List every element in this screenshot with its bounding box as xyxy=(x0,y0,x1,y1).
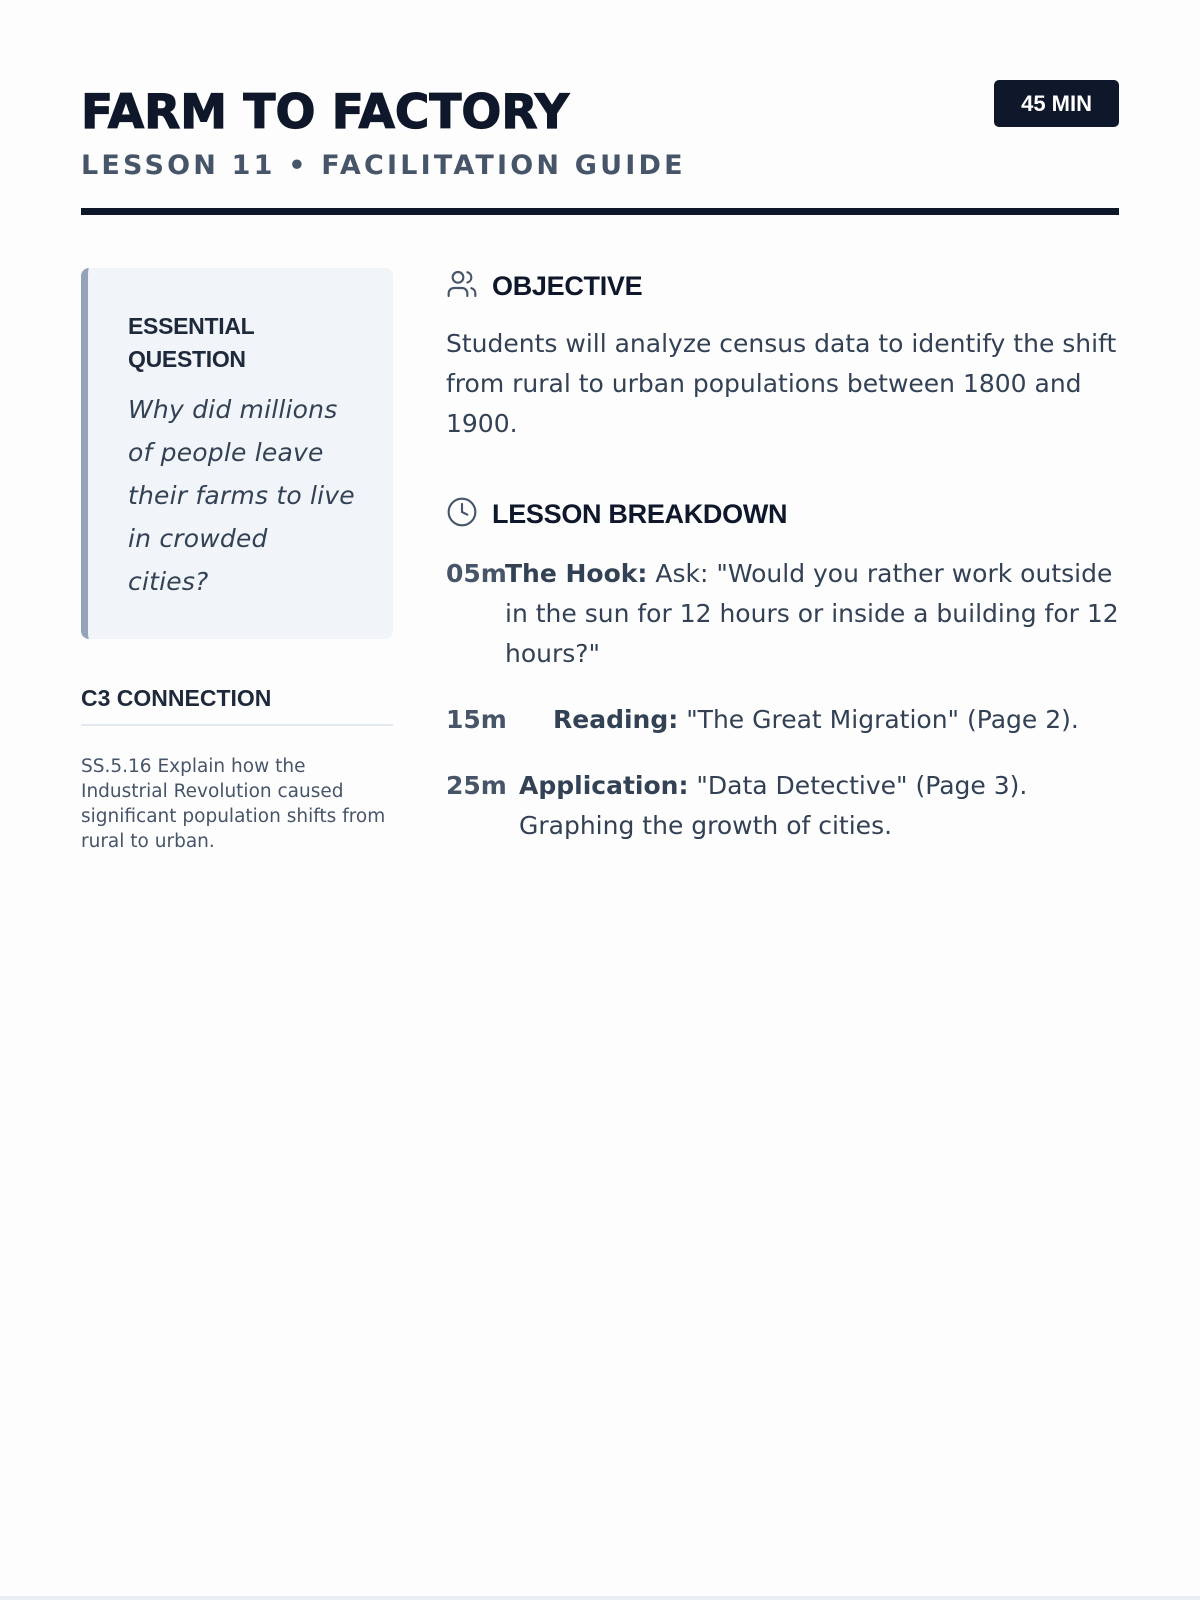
page-subtitle: LESSON 11 • FACILITATION GUIDE xyxy=(81,150,686,181)
breakdown-item-time: 25m xyxy=(446,771,507,800)
breakdown-item-text: Ask: "Would you rather work outside in the sun for 12 hours or inside a building for 12 hours?" xyxy=(505,559,1119,668)
duration-badge: 45 MIN xyxy=(994,80,1119,127)
breakdown-item-hook xyxy=(446,554,1119,674)
essential-question-text: Why did millions of people leave their farms to live in crowded cities? xyxy=(128,395,355,596)
breakdown-list xyxy=(446,554,1119,846)
objective-title: OBJECTIVE xyxy=(492,270,643,301)
objective-text: Students will analyze census data to identify the shift from rural to urban populations between 1800 and 1900. xyxy=(446,329,1117,438)
breakdown-item-application xyxy=(446,766,1119,846)
breakdown-item-body xyxy=(505,554,1119,674)
breakdown-item-label: Application: xyxy=(519,771,689,800)
page-title: FARM TO FACTORY xyxy=(81,85,570,140)
users-icon xyxy=(446,268,492,305)
breakdown-item-label: The Hook: xyxy=(505,559,648,588)
objective-heading xyxy=(446,268,1119,304)
c3-connection-standard: SS.5.16 Explain how the Industrial Revolution caused significant population shifts from rural to urban. xyxy=(81,756,386,852)
clock-icon xyxy=(446,496,492,533)
breakdown-item-label: Reading: xyxy=(553,705,679,734)
essential-question-label xyxy=(128,310,355,376)
breakdown-item-time: 15m xyxy=(446,705,507,734)
sidebar xyxy=(81,268,393,872)
breakdown-title: LESSON BREAKDOWN xyxy=(492,498,788,529)
page-header xyxy=(81,80,1119,215)
content-area xyxy=(81,268,1119,872)
page-bottom-edge xyxy=(0,1596,1200,1600)
main-column xyxy=(446,268,1119,872)
essential-question-card xyxy=(81,268,393,639)
breakdown-item-time: 05m xyxy=(446,559,507,588)
essential-question-label-line1: ESSENTIAL xyxy=(128,313,255,339)
breakdown-item-text: "Data Detective" (Page 3). Graphing the growth of cities. xyxy=(519,771,1028,840)
breakdown-heading xyxy=(446,496,1119,532)
c3-connection-title: C3 CONNECTION xyxy=(81,685,393,726)
breakdown-item-body xyxy=(519,766,1119,846)
breakdown-item-body xyxy=(553,700,1119,740)
breakdown-item-text: "The Great Migration" (Page 2). xyxy=(686,705,1079,734)
essential-question-label-line2: QUESTION xyxy=(128,346,246,372)
breakdown-item-reading xyxy=(446,700,1119,740)
